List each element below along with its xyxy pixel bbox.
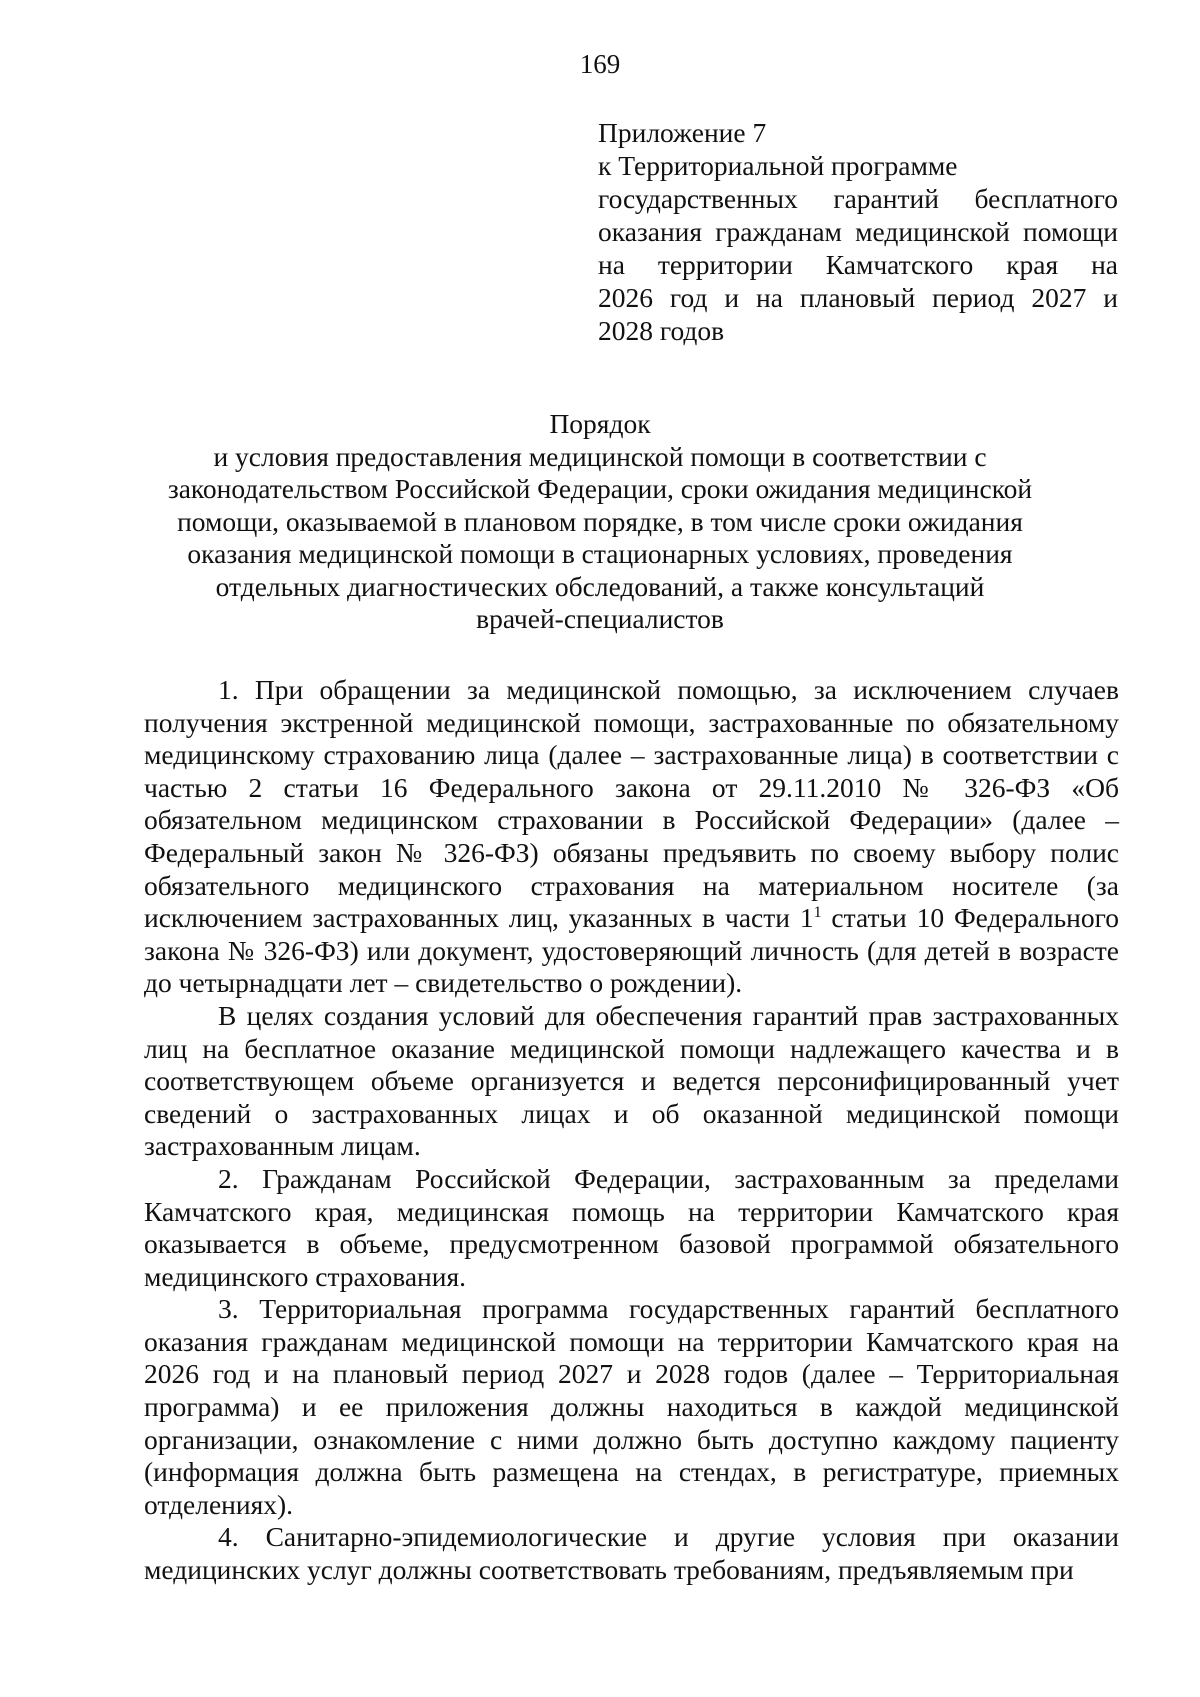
appendix-line: 2028 годов — [598, 315, 725, 346]
title-line: и условия предоставления медицинской помощи в соответствии с — [213, 440, 987, 472]
title-line: врачей-специалистов — [476, 603, 724, 634]
paragraph-1 — [144, 674, 1119, 1000]
paragraph-1-text-b: статьи 10 Федерального закона № 326-ФЗ) или документ, удостоверяющий личность (для детей в возрасте до четырнадцати лет – свидетельство о рождении). — [144, 902, 1119, 999]
paragraph-4: 3. Территориальная программа государственных гарантий бесплатного оказания гражданам медицинской помощи на территории Камчатского края на 2026 год и на плановый период 2027 и 2028 годов (далее – Территориальная программа) и ее приложения должны находиться в каждой медицинской организации, ознакомление с ними должно быть доступно каждому пациенту (информация должна быть размещена на стендах, в регистратуре, приемных отделениях). — [144, 1293, 1119, 1520]
appendix-line: 2026 год и на плановый период 2027 и — [598, 282, 1118, 313]
appendix-line: государственных гарантий бесплатного — [598, 183, 1118, 214]
paragraph-3: 2. Гражданам Российской Федерации, застрахованным за пределами Камчатского края, медицинская помощь на территории Камчатского края оказывается в объеме, предусмотренном базовой программой обязательного медицинского страхования. — [144, 1162, 1119, 1292]
paragraph-2: В целях создания условий для обеспечения гарантий прав застрахованных лиц на бесплатное оказание медицинской помощи надлежащего качества и в соответствующем объеме организуется и ведется персонифицированный учет сведений о застрахованных лицах и об оказанной медицинской помощи застрахованным лицам. — [144, 999, 1119, 1162]
title-line: законодательством Российской Федерации, сроки ожидания медицинской — [167, 473, 1033, 504]
page-number: 169 — [579, 49, 621, 79]
title-line: помощи, оказываемой в плановом порядке, в том числе сроки ожидания — [177, 505, 1023, 537]
title-line: оказания медицинской помощи в стационарных условиях, проведения — [187, 538, 1013, 569]
appendix-line: Приложение 7 — [598, 117, 767, 148]
paragraph-5: 4. Санитарно-эпидемиологические и другие условия при оказании медицинских услуг должны соответствовать требованиям, предъявляемым при — [144, 1521, 1119, 1586]
appendix-line: на территории Камчатского края на — [598, 249, 1118, 280]
document-title — [130, 408, 1070, 636]
title-line: отдельных диагностических обследований, а также консультаций — [215, 570, 985, 602]
superscript: 1 — [813, 904, 822, 921]
document-body — [144, 674, 1119, 1587]
title-line: Порядок — [549, 408, 651, 439]
appendix-line: к Территориальной программе — [598, 150, 958, 181]
appendix-header — [598, 116, 1118, 347]
paragraph-1-text-a: 1. При обращении за медицинской помощью, за исключением случаев получения экстренной медицинской помощи, застрахованные по обязательному медицинскому страхованию лица (далее – застрахованные лица) в соответствии с частью 2 статьи 16 Федерального закона от 29.11.2010 № 326-ФЗ «Об обязательном медицинском страховании в Российской Федерации» (далее – Федеральный закон № 326-ФЗ) обязаны предъявить по своему выбору полис обязательного медицинского страхования на материальном носителе (за исключением застрахованных лиц, указанных в части 1 — [144, 674, 1119, 934]
appendix-line: оказания гражданам медицинской помощи — [598, 216, 1118, 247]
